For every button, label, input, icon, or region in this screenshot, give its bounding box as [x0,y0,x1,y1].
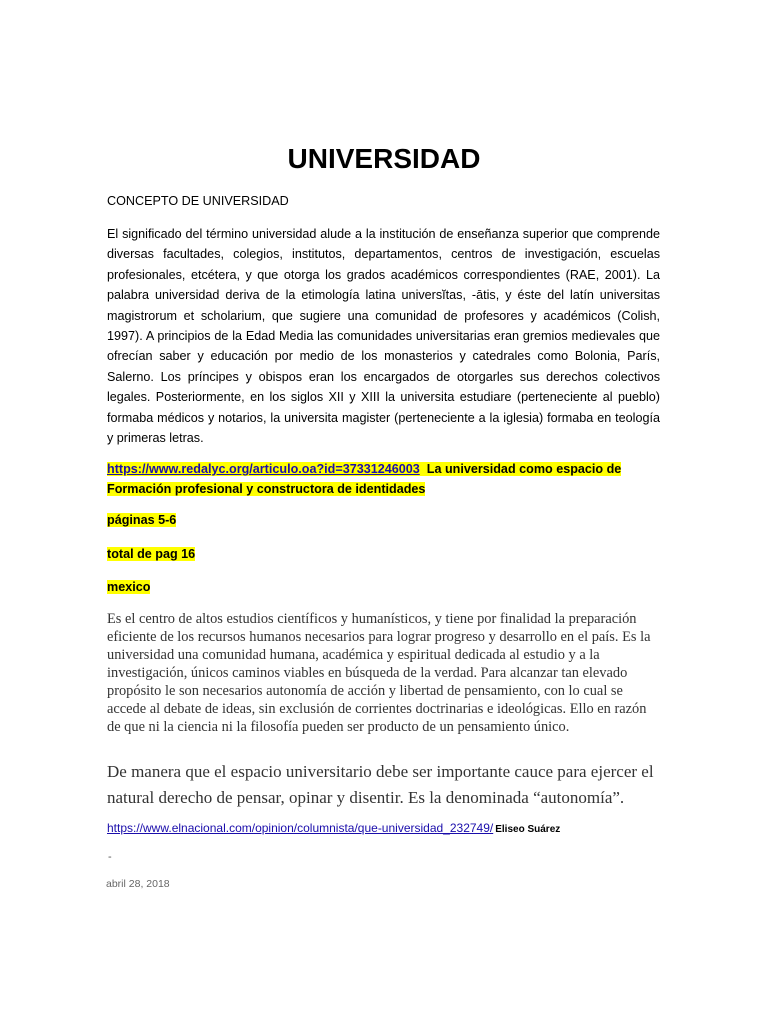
redalyc-source-title: La universidad como espacio de Formación profesional y constructora de identidades [107,462,622,496]
pages-note-text: páginas 5-6 [107,513,177,527]
section-subheading: CONCEPTO DE UNIVERSIDAD [107,194,289,208]
separator-dash: - [108,851,112,863]
elnacional-link[interactable]: https://www.elnacional.com/opinion/columnista/que-universidad_232749/ [107,821,494,835]
redalyc-link[interactable]: https://www.redalyc.org/articulo.oa?id=37331246003 [107,462,420,476]
pages-note [107,511,660,529]
reference-redalyc [107,459,660,499]
country-text: mexico [107,580,151,594]
publication-date: abril 28, 2018 [106,878,170,890]
author-name: Eliseo Suárez [495,824,561,835]
university-definition-paragraph: Es el centro de altos estudios científicos y humanísticos, y tiene por finalidad la preparación eficiente de los recursos humanos necesarios para lograr progreso y desarrollo en el país. Es la universidad una comunidad humana, académica y espiritual dedicada al estudio y a la investigación, únicos caminos viables en búsqueda de la verdad. Para alcanzar tan elevado propósito le son necesarios autonomía de acción y libertad de pensamiento, con lo cual se accede al debate de ideas, sin exclusión de corrientes doctrinarias e ideológicas. Ello en razón de que ni la ciencia ni la filosofía pueden ser producto de un pensamiento único. [107,611,651,735]
concept-paragraph: El significado del término universidad alude a la institución de enseñanza superior que comprende diversas facultades, colegios, institutos, departamentos, centros de investigación, escuelas profesionales, etcétera, y que otorga los grados académicos correspondientes (RAE, 2001). La palabra universidad deriva de la etimología latina universĭtas, -ātis, y éste del latín universitas magistrorum et scholarium, que sugiere una comunidad de profesores y académicos (Colish, 1997). A principios de la Edad Media las comunidades universitarias eran gremios medievales que ofrecían saber y educación por medio de los monasterios y catedrales como Bolonia, París, Salerno. Los príncipes y obispos eran los encargados de otorgarles sus derechos colectivos legales. Posteriormente, en los siglos XII y XIII la universita estudiare (perteneciente al pueblo) formaba médicos y notarios, la universita magister (perteneciente a la iglesia) formaba en teología y primeras letras. [107,227,660,446]
reference-redalyc-highlight [107,462,621,496]
reference-elnacional [107,819,660,839]
total-pages-note [107,545,660,563]
autonomy-paragraph: De manera que el espacio universitario debe ser importante cauce para ejercer el natural derecho de pensar, opinar y disentir. Es la denominada “autonomía”. [107,762,654,807]
total-pages-text: total de pag 16 [107,547,196,561]
country-note [107,578,660,596]
document-title: UNIVERSIDAD [287,143,481,174]
